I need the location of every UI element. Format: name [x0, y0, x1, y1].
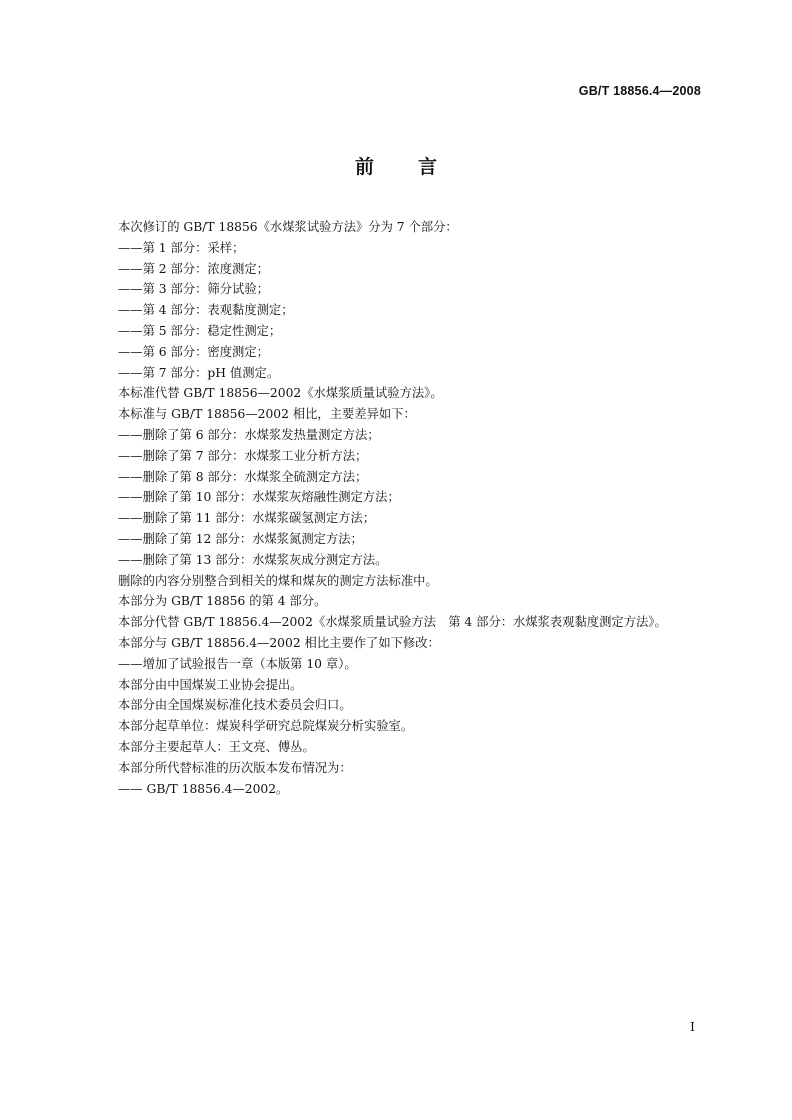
text-line: ——第 5 部分：稳定性测定；	[118, 323, 282, 338]
foreword-body	[118, 217, 738, 799]
text-line: ——第 2 部分：浓度测定；	[118, 261, 269, 276]
text-line: 本部分由全国煤炭标准化技术委员会归口。	[118, 698, 352, 713]
text-line: —— GB/T 18856.4—2002。	[118, 781, 289, 796]
text-line: 删除的内容分别整合到相关的煤和煤灰的测定方法标准中。	[118, 573, 438, 588]
text-line: ——删除了第 11 部分：水煤浆碳氢测定方法；	[118, 511, 376, 526]
text-line: 本标准与 GB/T 18856—2002 相比，主要差异如下：	[118, 407, 416, 422]
page-title: 前言	[354, 156, 481, 178]
text-line: ——第 6 部分：密度测定；	[118, 344, 269, 359]
text-line: 本部分由中国煤炭工业协会提出。	[118, 677, 303, 692]
text-line: ——删除了第 13 部分：水煤浆灰成分测定方法。	[118, 552, 388, 567]
text-line: ——删除了第 7 部分：水煤浆工业分析方法；	[118, 448, 368, 463]
text-line: 本部分为 GB/T 18856 的第 4 部分。	[118, 594, 327, 609]
text-line: 本标准代替 GB/T 18856—2002《水煤浆质量试验方法》。	[118, 386, 443, 401]
text-line: ——删除了第 12 部分：水煤浆氮测定方法；	[118, 531, 363, 546]
text-line: 本次修订的 GB/T 18856《水煤浆试验方法》分为 7 个部分：	[118, 220, 458, 234]
text-line: ——第 7 部分：pH 值测定。	[118, 365, 280, 380]
standard-code: GB/T 18856.4—2008	[578, 84, 701, 98]
text-line: 本部分主要起草人：王文亮、傅丛。	[118, 739, 315, 754]
text-line: 本部分代替 GB/T 18856.4—2002《水煤浆质量试验方法 第 4 部分：水煤浆表观黏度测定方法》。	[118, 615, 667, 630]
text-line: 本部分与 GB/T 18856.4—2002 相比主要作了如下修改：	[118, 635, 440, 650]
text-line: ——第 1 部分：采样；	[118, 240, 245, 255]
text-line: 本部分起草单位：煤炭科学研究总院煤炭分析实验室。	[118, 719, 414, 734]
text-line: 本部分所代替标准的历次版本发布情况为：	[118, 760, 352, 775]
text-line: ——删除了第 6 部分：水煤浆发热量测定方法；	[118, 427, 380, 442]
page-number: I	[690, 1019, 695, 1034]
text-line: ——第 4 部分：表观黏度测定；	[118, 303, 294, 318]
text-line: ——删除了第 8 部分：水煤浆全硫测定方法；	[118, 469, 368, 484]
text-line: ——增加了试验报告一章（本版第 10 章）。	[118, 656, 357, 671]
text-line: ——第 3 部分：筛分试验；	[118, 282, 269, 297]
text-line: ——删除了第 10 部分：水煤浆灰熔融性测定方法；	[118, 490, 400, 505]
